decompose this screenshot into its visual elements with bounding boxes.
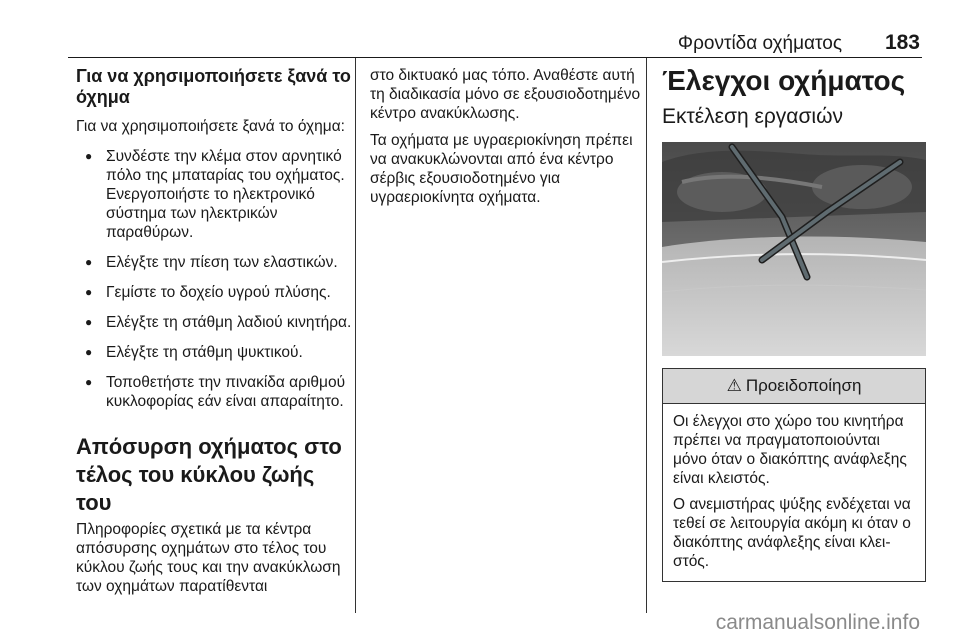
list-item: ● Ελέγξτε τη στάθμη ψυκτικού.: [76, 343, 352, 362]
column-right: [662, 58, 926, 582]
chapter-heading: Έλεγχοι οχήματος: [662, 65, 906, 96]
list-item: ● Συνδέστε την κλέμα στον αρνητικό πόλο της μπαταρίας του οχήματος. Ενεργοποιήστε το ηλεκτρονικό σύστημα των ηλεκτρικών παραθύρων.: [76, 147, 352, 242]
warning-triangle-icon: ⚠: [726, 376, 742, 395]
warning-body: [663, 404, 925, 581]
list-item: ● Ελέγξτε τη στάθμη λαδιού κινητήρα.: [76, 313, 352, 332]
page-header: [0, 0, 960, 60]
warning-text-2: Ο ανεμιστήρας ψύξης ενδέχεται να τεθεί σε λειτουργία ακόμη κι όταν ο διακόπτης ανάφλεξης είναι κλειστός.: [673, 496, 911, 570]
column-left: [76, 58, 352, 596]
header-title: Φροντίδα οχήματος: [677, 33, 842, 54]
column-divider-1: [355, 58, 356, 613]
warning-header: [663, 369, 925, 404]
column-divider-2: [646, 58, 647, 613]
column-middle: [370, 58, 642, 207]
warning-text-1: Οι έλεγχοι στο χώρο του κινητήρα πρέπει να πραγματοποιούνται μόνο όταν ο διακόπτης ανάφλεξης είναι κλειστός.: [673, 413, 907, 487]
list-item: ● Ελέγξτε την πίεση των ελαστικών.: [76, 253, 352, 272]
reuse-checklist: [76, 147, 352, 411]
warning-title: Προειδοποίηση: [745, 376, 862, 395]
reuse-intro: Για να χρησιμοποιήσετε ξανά το όχημα:: [76, 118, 345, 135]
list-item: ● Τοποθετήστε την πινακίδα αριθμού κυκλοφορίας εάν είναι απαραίτητο.: [76, 373, 352, 411]
section-heading-end-of-life: Απόσυρση οχήματος στο τέλος του κύκλου ζωής του: [76, 434, 342, 515]
end-of-life-text: Πληροφορίες σχετικά με τα κέντρα απόσυρσης οχημάτων στο τέλος του κύκλου ζωής τους και την ανακύκλωση των οχημάτων παρατίθενται: [76, 521, 341, 595]
warning-box: [662, 368, 926, 582]
list-item: ● Γεμίστε το δοχείο υγρού πλύσης.: [76, 283, 352, 302]
section-heading-reuse: Για να χρησιμοποιήσετε ξανά το όχημα: [76, 66, 351, 107]
watermark-text: carmanualsonline.info: [715, 611, 920, 634]
page-number: 183: [884, 31, 920, 54]
subsection-heading: Εκτέλεση εργασιών: [662, 105, 843, 128]
lpg-recycling-text: Τα οχήματα με υγραεριοκίνηση πρέπει να ανακυκλώνονται από ένα κέντρο σέρβις εξουσιοδοτημένο για υγραεριοκίνητα οχήματα.: [370, 132, 633, 206]
engine-bay-photo: [662, 142, 926, 356]
recycling-text: στο δικτυακό μας τόπο. Αναθέστε αυτή τη διαδικασία μόνο σε εξουσιοδοτημένο κέντρο ανακύκλωσης.: [370, 67, 641, 122]
